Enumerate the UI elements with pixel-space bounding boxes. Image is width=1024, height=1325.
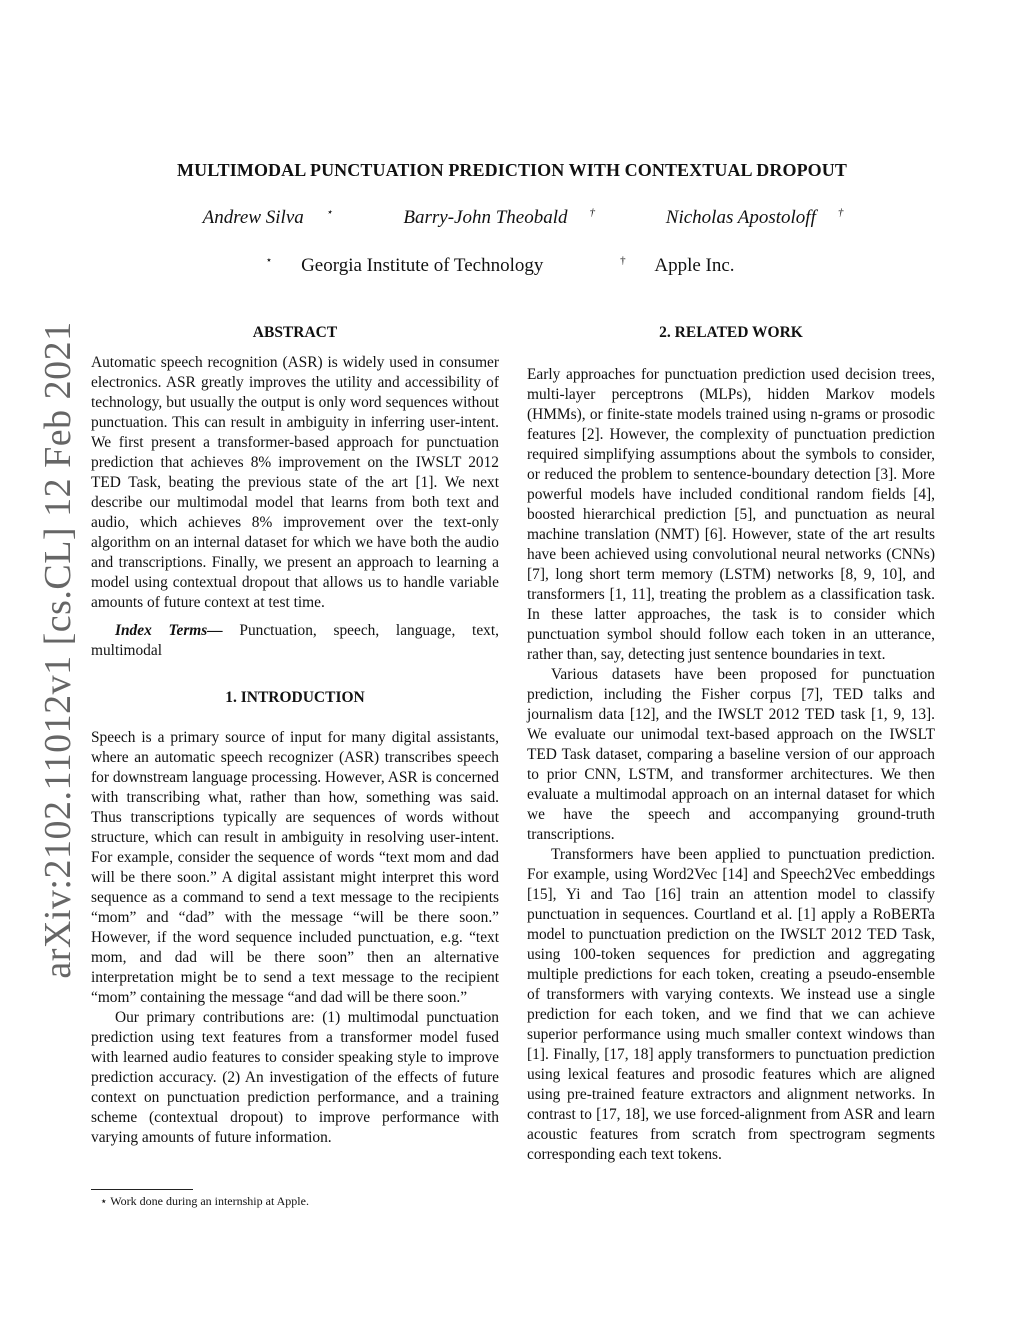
abstract-body: Automatic speech recognition (ASR) is widely used in consumer electronics. ASR greatly improves the utility and accessibility of technology, but usually the output is only word sequences without punctuation. This can result in ambiguity in inferring user-intent. We first present a transformer-based approach for punctuation prediction that achieves 8% improvement on the IWSLT 2012 TED Task, beating the previous state of the art [1]. We next describe our multimodal model that learns from both text and audio, which achieves 8% improvement over the text-only algorithm on an internal dataset for which we have both the audio and transcriptions. Finally, we present an approach to learning a model using contextual dropout that allows us to handle variable amounts of future context at test time.: [91, 354, 499, 611]
related-work-paragraph: Early approaches for punctuation prediction used decision trees, multi-layer perceptrons (MLPs), hidden Markov models (HMMs), or finite-state models trained using n-grams or prosodic features [2]. However, the complexity of punctuation prediction required simplifying assumptions about the symbols to consider, or reduced the problem to sentence-boundary detection [3]. More powerful models have included conditional random fields [4], boosted hierarchical prediction [5], and punctuation as neural machine translation (NMT) [6]. However, state of the art results have been achieved using convolutional neural networks (CNNs) [7], long short term memory (LSTM) networks [8, 9, 10], and transformers [1, 11], treating the problem as a classification task. In these latter approaches, the task is to consider which punctuation symbol should follow each token in an utterance, rather than, say, detecting just sentence boundaries in text.: [527, 366, 935, 663]
paper-title: MULTIMODAL PUNCTUATION PREDICTION WITH CONTEXTUAL DROPOUT: [177, 160, 847, 180]
index-terms-label: Index Terms—: [115, 622, 223, 639]
index-terms-text: Punctuation, speech, language, text, multimodal: [91, 622, 499, 659]
author-list: [0, 207, 1024, 229]
left-column: [91, 323, 499, 1148]
author: Nicholas Apostoloff †: [665, 206, 844, 228]
related-work-paragraph: Various datasets have been proposed for punctuation prediction, including the Fisher corpus [7], TED talks and journalism data [12], and the IWSLT 2012 TED task [1, 9, 13]. We evaluate our unimodal text-based approach on the IWSLT TED Task dataset, comparing a baseline version of our approach to prior CNN, LSTM, and transformer architectures. We then evaluate a multimodal approach on an internal dataset for which we have the speech and accompanying ground-truth transcriptions.: [527, 666, 935, 843]
introduction-heading: 1. INTRODUCTION: [225, 689, 365, 706]
affiliation: ⋆ Georgia Institute of Technology: [265, 254, 544, 276]
author: Barry-John Theobald †: [403, 206, 596, 228]
arxiv-identifier: arXiv:2102.11012v1 [cs.CL] 12 Feb 2021: [37, 321, 79, 979]
related-work-paragraph: Transformers have been applied to punctuation prediction. For example, using Word2Vec [14] and Speech2Vec embeddings [15], Yi and Tao [16] train an attention model to classify punctuation in sequences. Courtland et al. [1] apply a RoBERTa model to punctuation prediction on the IWSLT 2012 TED Task, using 100-token sequences for prediction and aggregating multiple predictions for each token, creating a pseudo-ensemble of transformers with varying contexts. We instead use a single prediction for each token, and we find that we can achieve superior performance using much smaller context windows than [1]. Finally, [17, 18] apply transformers to punctuation prediction using lexical features and prosodic features which are aligned using pre-trained feature extractors and alignment networks. In contrast to [17, 18], we use forced-alignment from ASR and learn acoustic features from scratch from spectrogram segments corresponding each text tokens.: [527, 846, 935, 1163]
index-terms: [91, 621, 499, 661]
related-work-heading: 2. RELATED WORK: [659, 324, 803, 341]
footnote-rule: [91, 1189, 193, 1190]
affiliation: † Apple Inc.: [620, 254, 735, 276]
footnote: ⋆ Work done during an internship at Apple.: [100, 1194, 309, 1208]
intro-paragraph: Speech is a primary source of input for many digital assistants, where an automatic speech recognizer (ASR) transcribes speech for downstream language processing. However, ASR is concerned with transcribing what, rather than how, something was said. Thus transcriptions typically are sequences of words without structure, which can result in ambiguity in resolving user-intent. For example, consider the sequence of words “text mom and dad will be there soon.” A digital assistant might interpret this word sequence as a command to send a text message to the recipients “mom” and “dad” with the message “will be there soon.” However, if the word sequence included punctuation, e.g. “text mom, and dad will be there soon” then an alternative interpretation might be to send a text message to the recipient “mom” containing the message “and dad will be there soon.”: [91, 729, 499, 1006]
author: Andrew Silva ⋆: [202, 206, 333, 228]
intro-paragraph: Our primary contributions are: (1) multimodal punctuation prediction using text features from a transformer model fused with learned audio features to consider speaking style to improve prediction accuracy. (2) An investigation of the effects of future context on punctuation prediction performance, and a training scheme (contextual dropout) to improve performance with varying amounts of future information.: [91, 1009, 499, 1146]
affiliation-list: [0, 255, 1024, 277]
right-column: [527, 323, 935, 1165]
abstract-heading: ABSTRACT: [252, 324, 338, 341]
